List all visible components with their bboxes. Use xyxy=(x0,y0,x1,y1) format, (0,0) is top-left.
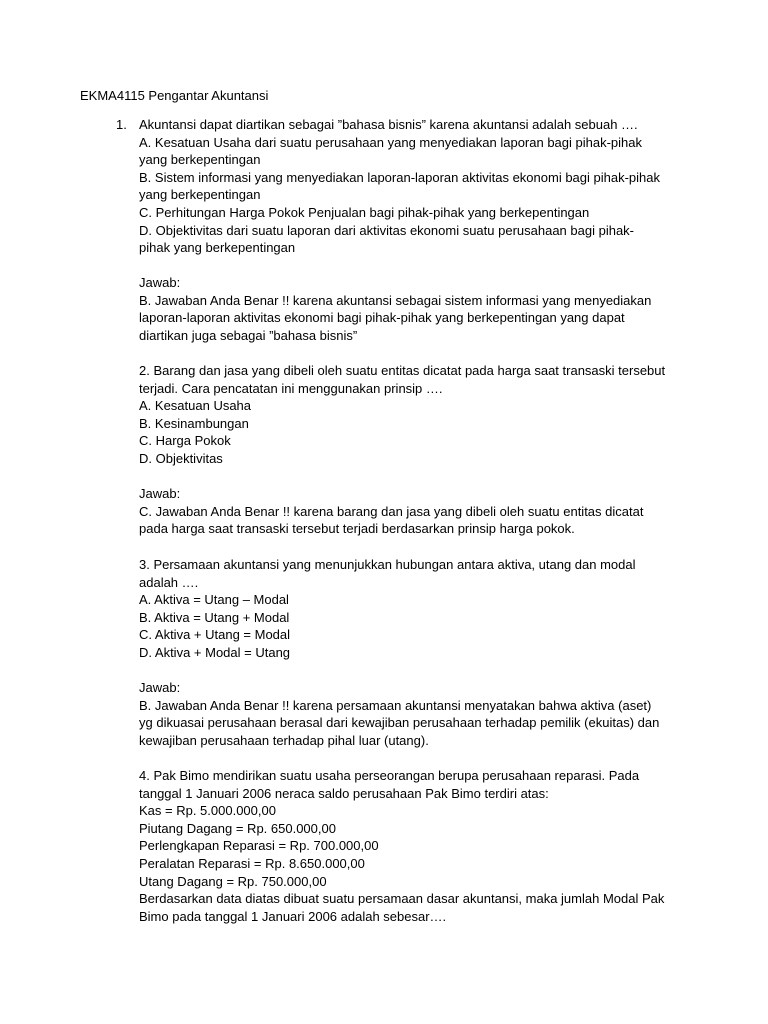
question-4-item-piutang: Piutang Dagang = Rp. 650.000,00 xyxy=(139,820,336,836)
question-4-prompt: Berdasarkan data diatas dibuat suatu persamaan dasar akuntansi, maka jumlah Modal Pak xyxy=(139,891,665,907)
question-4-prompt-cont: Bimo pada tanggal 1 Januari 2006 adalah sebesar…. xyxy=(139,908,447,924)
question-4-text: 4. Pak Bimo mendirikan suatu usaha perseorangan berupa perusahaan reparasi. Pada xyxy=(139,768,640,783)
question-2-option-b: B. Kesinambungan xyxy=(139,415,249,431)
question-1 xyxy=(139,116,660,257)
answer-3 xyxy=(139,679,659,749)
question-2-text: 2. Barang dan jasa yang dibeli oleh suatu entitas dicatat pada harga saat transaski tersebut xyxy=(139,363,666,378)
answer-2-label: Jawab: xyxy=(139,486,181,501)
question-1-option-a: A. Kesatuan Usaha dari suatu perusahaan yang menyediakan laporan bagi pihak-pihak xyxy=(139,134,643,150)
answer-1-line: diartikan juga sebagai ”bahasa bisnis” xyxy=(139,327,358,343)
question-3-option-b: B. Aktiva = Utang + Modal xyxy=(139,609,290,625)
question-2-text-cont: terjadi. Cara pencatatan ini menggunakan prinsip …. xyxy=(139,380,443,396)
question-1-option-d: D. Objektivitas dari suatu laporan dari aktivitas ekonomi suatu perusahaan bagi pihak- xyxy=(139,222,634,238)
question-4-item-kas: Kas = Rp. 5.000.000,00 xyxy=(139,803,276,819)
question-4-text-cont: tanggal 1 Januari 2006 neraca saldo perusahaan Pak Bimo terdiri atas: xyxy=(139,785,549,801)
question-3-option-d: D. Aktiva + Modal = Utang xyxy=(139,644,291,660)
question-3 xyxy=(139,556,636,662)
question-1-number: 1. xyxy=(116,117,127,132)
question-2-option-d: D. Objektivitas xyxy=(139,450,223,466)
question-3-text: 3. Persamaan akuntansi yang menunjukkan hubungan antara aktiva, utang dan modal xyxy=(139,557,636,572)
document-title: EKMA4115 Pengantar Akuntansi xyxy=(80,88,269,103)
question-1-text: Akuntansi dapat diartikan sebagai ”bahasa bisnis” karena akuntansi adalah sebuah …. xyxy=(139,117,638,132)
answer-1-line: laporan-laporan aktivitas ekonomi bagi pihak-pihak yang berkepentingan yang dapat xyxy=(139,310,625,326)
answer-2 xyxy=(139,485,643,538)
question-4-item-peralatan: Peralatan Reparasi = Rp. 8.650.000,00 xyxy=(139,855,365,871)
question-1-option-c: C. Perhitungan Harga Pokok Penjualan bagi pihak-pihak yang berkepentingan xyxy=(139,204,590,220)
question-1-option-d-cont: pihak yang berkepentingan xyxy=(139,240,296,256)
answer-1-line: B. Jawaban Anda Benar !! karena akuntansi sebagai sistem informasi yang menyediakan xyxy=(139,292,652,308)
question-4-item-perlengkapan: Perlengkapan Reparasi = Rp. 700.000,00 xyxy=(139,838,379,854)
answer-3-line: B. Jawaban Anda Benar !! karena persamaan akuntansi menyatakan bahwa aktiva (aset) xyxy=(139,697,652,713)
question-4 xyxy=(139,767,664,925)
answer-3-line: yg dikuasai perusahaan berasal dari kewajiban perusahaan terhadap pemilik (ekuitas) dan xyxy=(139,715,660,731)
question-3-text-cont: adalah …. xyxy=(139,574,199,590)
answer-3-label: Jawab: xyxy=(139,680,181,695)
answer-1-label: Jawab: xyxy=(139,275,181,290)
answer-2-line: C. Jawaban Anda Benar !! karena barang dan jasa yang dibeli oleh suatu entitas dicatat xyxy=(139,503,644,519)
question-1-option-a-cont: yang berkepentingan xyxy=(139,152,261,168)
question-1-option-b: B. Sistem informasi yang menyediakan laporan-laporan aktivitas ekonomi bagi pihak-pihak xyxy=(139,169,660,185)
question-2-option-c: C. Harga Pokok xyxy=(139,433,231,449)
question-2-option-a: A. Kesatuan Usaha xyxy=(139,398,252,414)
question-2 xyxy=(139,362,665,468)
question-3-option-c: C. Aktiva + Utang = Modal xyxy=(139,627,291,643)
question-3-option-a: A. Aktiva = Utang – Modal xyxy=(139,592,289,608)
answer-1 xyxy=(139,274,651,344)
answer-3-line: kewajiban perusahaan terhadap pihal luar (utang). xyxy=(139,732,429,748)
answer-2-line: pada harga saat transaski tersebut terjadi berdasarkan prinsip harga pokok. xyxy=(139,521,575,537)
question-4-item-utang: Utang Dagang = Rp. 750.000,00 xyxy=(139,873,327,889)
question-1-option-b-cont: yang berkepentingan xyxy=(139,187,261,203)
